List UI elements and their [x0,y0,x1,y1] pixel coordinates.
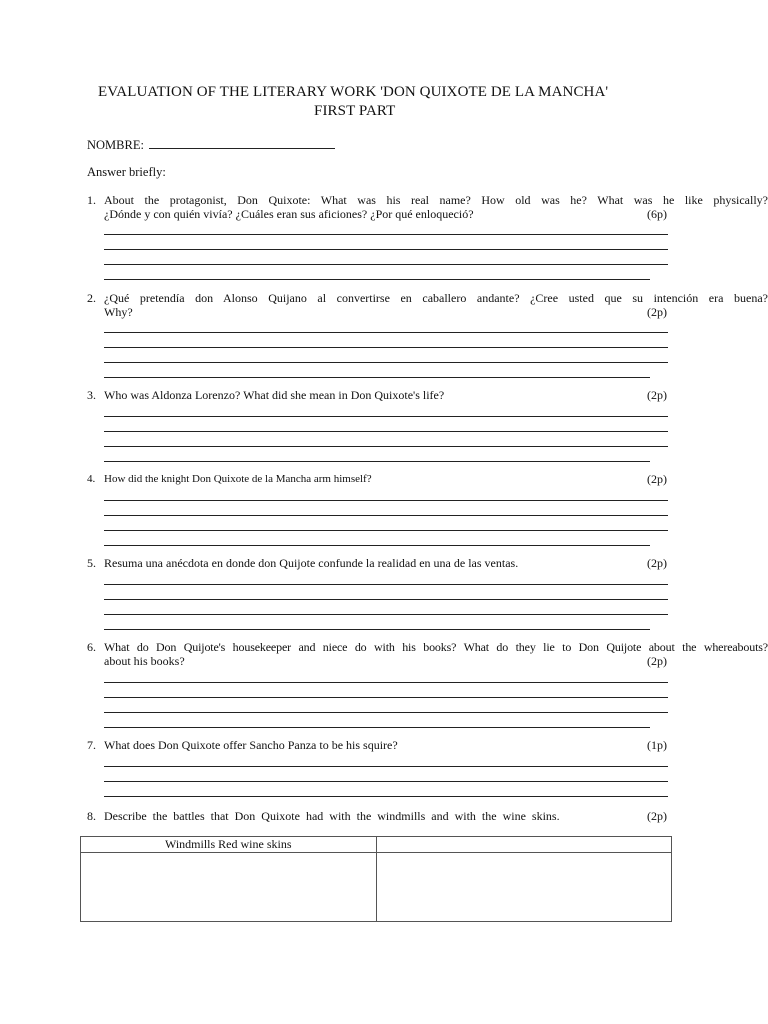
question-text: How did the knight Don Quixote de la Mancha arm himself? [104,473,372,485]
question-number: 2. [87,291,96,305]
answer-line[interactable] [104,531,650,546]
name-blank-line[interactable] [149,137,335,149]
answer-line[interactable] [104,752,668,767]
answer-line[interactable] [104,250,668,265]
worksheet-subtitle: FIRST PART [314,103,396,119]
question-points: (2p) [647,809,667,823]
question-text: About the protagonist, Don Quixote: What was his real name? How old was he? What was he like physically? [104,193,768,207]
answer-lines-5[interactable] [104,570,668,630]
question-3 [87,388,768,402]
question-number: 3. [87,388,96,402]
answer-line[interactable] [104,318,668,333]
answer-line[interactable] [104,782,668,797]
question-number: 4. [87,473,96,485]
answer-line[interactable] [104,486,668,501]
answer-line[interactable] [104,265,650,280]
question-text: What do Don Quijote's housekeeper and niece do with his books? What do they lie to Don Quijote about the whereabouts? [104,640,768,654]
answer-line[interactable] [104,570,668,585]
answer-line[interactable] [104,348,668,363]
question-text-cont: Why? [104,305,133,319]
question-6 [87,640,768,668]
name-label: NOMBRE: [87,138,144,152]
table-header-left: Windmills Red wine skins [81,837,377,853]
question-text: Describe the battles that Don Quixote had with the windmills and with the wine skins. [104,809,560,823]
answer-line[interactable] [104,713,650,728]
windmills-answer-cell[interactable] [81,853,377,922]
answer-lines-4[interactable] [104,486,668,546]
question-points: (1p) [647,738,667,752]
question-text-cont: about his books? [104,654,185,668]
answer-line[interactable] [104,668,668,683]
answer-line[interactable] [104,333,668,348]
answer-line[interactable] [104,600,668,615]
worksheet-title: EVALUATION OF THE LITERARY WORK 'DON QUIXOTE DE LA MANCHA' [98,84,609,100]
answer-lines-6[interactable] [104,668,668,728]
question-number: 6. [87,640,96,654]
table-header-right [376,837,672,853]
question-text: Who was Aldonza Lorenzo? What did she mean in Don Quixote's life? [104,388,445,402]
answer-lines-1[interactable] [104,220,668,280]
answer-lines-2[interactable] [104,318,668,378]
question-8 [87,809,768,823]
answer-line[interactable] [104,615,650,630]
question-number: 8. [87,809,96,823]
wine-skins-answer-cell[interactable] [376,853,672,922]
answer-line[interactable] [104,767,668,782]
question-text: ¿Qué pretendía don Alonso Quijano al convertirse en caballero andante? ¿Cree usted que su intención era buena? [104,291,768,305]
question-points: (2p) [647,654,667,668]
answer-lines-7[interactable] [104,752,668,797]
answer-line[interactable] [104,417,668,432]
question-text: Resuma una anécdota en donde don Quijote confunde la realidad en una de las ventas. [104,556,519,570]
question-4 [87,472,768,486]
question-points: (2p) [647,472,667,486]
question-text: What does Don Quixote offer Sancho Panza to be his squire? [104,738,398,752]
name-field [87,137,335,153]
question-number: 7. [87,738,96,752]
question-points: (6p) [647,207,667,221]
answer-lines-3[interactable] [104,402,668,462]
question-points: (2p) [647,556,667,570]
question-number: 5. [87,556,96,570]
answer-line[interactable] [104,698,668,713]
answer-line[interactable] [104,432,668,447]
answer-line[interactable] [104,235,668,250]
question-2 [87,291,768,319]
answer-line[interactable] [104,585,668,600]
answer-line[interactable] [104,516,668,531]
question-points: (2p) [647,388,667,402]
answer-line[interactable] [104,402,668,417]
battles-table [80,836,672,922]
question-number: 1. [87,193,96,207]
question-7 [87,738,768,752]
question-text-cont: ¿Dónde y con quién vivía? ¿Cuáles eran sus aficiones? ¿Por qué enloqueció? [104,207,474,221]
question-1 [87,193,768,221]
answer-line[interactable] [104,220,668,235]
answer-line[interactable] [104,683,668,698]
question-points: (2p) [647,305,667,319]
instructions: Answer briefly: [87,165,166,179]
question-5 [87,556,768,570]
answer-line[interactable] [104,363,650,378]
answer-line[interactable] [104,501,668,516]
answer-line[interactable] [104,447,650,462]
